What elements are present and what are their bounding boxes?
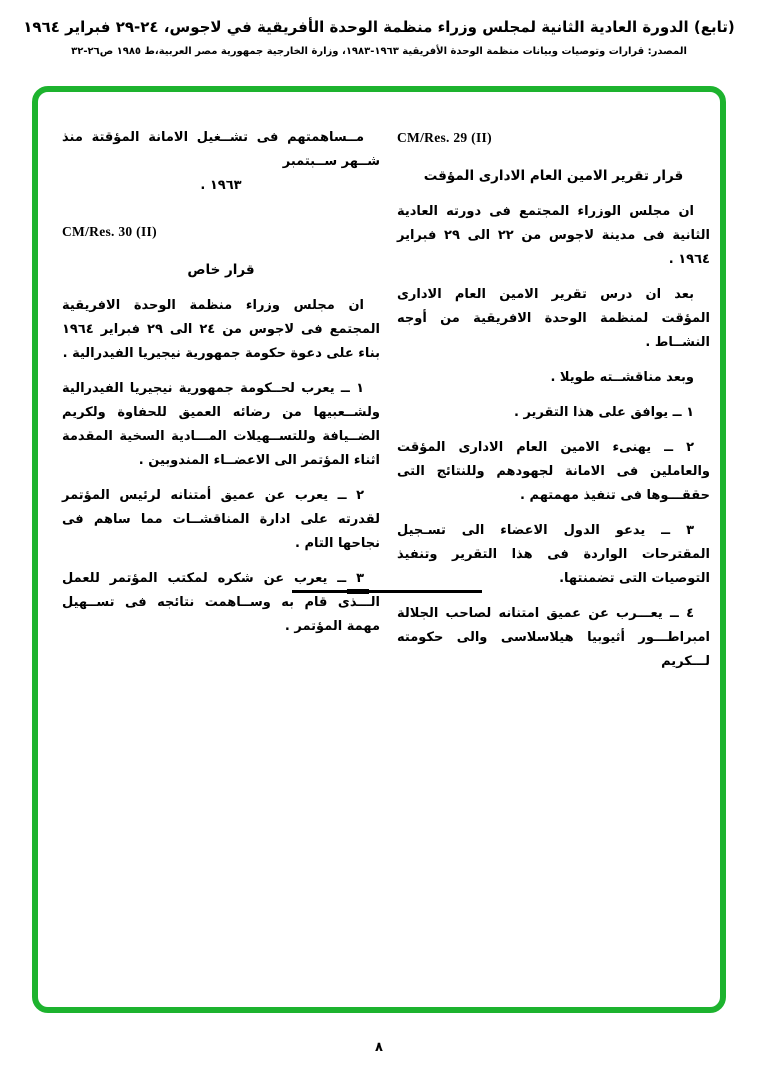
resolution-29-item-1: ١ ــ يوافق على هذا التقرير . bbox=[513, 405, 694, 420]
header-source-line: المصدر: قرارات وتوصيات وبيانات منظمة الوحدة الأفريقية ١٩٦٣-١٩٨٣، وزارة الخارجية جمهورية مصر العربية،ط ١٩٨٥ ص٢٦-٣٢ bbox=[71, 46, 687, 57]
resolution-30-item-1: ١ ــ يعرب لحــكومة جمهورية نيجيريا الفيدرالية ولشــعبيها من رضائه العميق للحفاوة ولكريم الضــيافة وللتســهيلات المـــادية السخية المقدمة اثناء المؤتمر الى الاعضــاء المندوبين . bbox=[62, 381, 380, 468]
resolution-29-paragraph: بعد ان درس تقرير الامين العام الادارى المؤقت لمنظمة الوحدة الافريقية من أوجه النشــاط . bbox=[397, 287, 710, 350]
resolution-29-title: قرار تقرير الامين العام الادارى المؤقت bbox=[423, 168, 684, 184]
header-session-title: (تابع) الدورة العادية الثانية لمجلس وزراء منظمة الوحدة الأفريقية في لاجوس، ٢٤-٢٩ فبراير ١٩٦٤ bbox=[23, 18, 735, 36]
resolution-29-item-4: ٤ ــ يعـــرب عن عميق امتنانه لصاحب الجلالة امبراطـــور أثيوبيا هيلاسلاسى والى حكومته لـــكريم bbox=[397, 606, 710, 669]
section-divider-rule bbox=[292, 590, 482, 593]
resolution-29-item-3: ٣ ــ يدعو الدول الاعضاء الى تسـجيل المقترحات الواردة فى هذا التقرير وتنفيذ التوصيات التى تضمنتها. bbox=[397, 523, 710, 586]
column-left-resolution-30 bbox=[62, 126, 380, 639]
resolution-29-paragraph: وبعد مناقشــته طويلا . bbox=[550, 370, 694, 385]
resolution-30-title: قرار خاص bbox=[187, 262, 255, 278]
resolution-30-item-2: ٢ ــ يعرب عن عميق أمتنانه لرئيس المؤتمر لقدرته على ادارة المناقشــات مما ساهم فى نجاحها التام . bbox=[62, 488, 380, 551]
resolution-29-item-2: ٢ ــ يهنىء الامين العام الادارى المؤقت والعاملين فى الامانة لجهودهم وللنتائج التى حققـــوها فى تنفيذ مهمتهم . bbox=[397, 440, 710, 503]
resolution-30-intro: ان مجلس وزراء منظمة الوحدة الافريقية المجتمع فى لاجوس من ٢٤ الى ٢٩ فبراير ١٩٦٤ بناء على دعوة حكومة جمهورية نيجيريا الفيدرالية . bbox=[62, 298, 380, 361]
resolution-29-continuation: مــساهمتهم فى تشــغيل الامانة المؤقتة منذ شــهر ســبتمبر bbox=[62, 130, 380, 169]
resolution-30-ref: CM/Res. 30 (II) bbox=[62, 224, 157, 239]
page-header bbox=[0, 18, 758, 57]
resolution-29-paragraph: ان مجلس الوزراء المجتمع فى دورته العادية الثانية فى مدينة لاجوس من ٢٢ الى ٢٩ فبراير ١٩٦٤ . bbox=[397, 204, 710, 267]
page-number: ٨ bbox=[375, 1040, 383, 1055]
resolution-29-continuation-end: ١٩٦٣ . bbox=[200, 178, 242, 193]
resolution-29-ref: CM/Res. 29 (II) bbox=[397, 130, 492, 145]
divider-ink-blob bbox=[347, 589, 369, 594]
resolution-30-item-3: ٣ ــ يعرب عن شكره لمكتب المؤتمر للعمل الـــذى قام به وســاهمت نتائجه فى تســهيل مهمة المؤتمر . bbox=[62, 571, 380, 634]
